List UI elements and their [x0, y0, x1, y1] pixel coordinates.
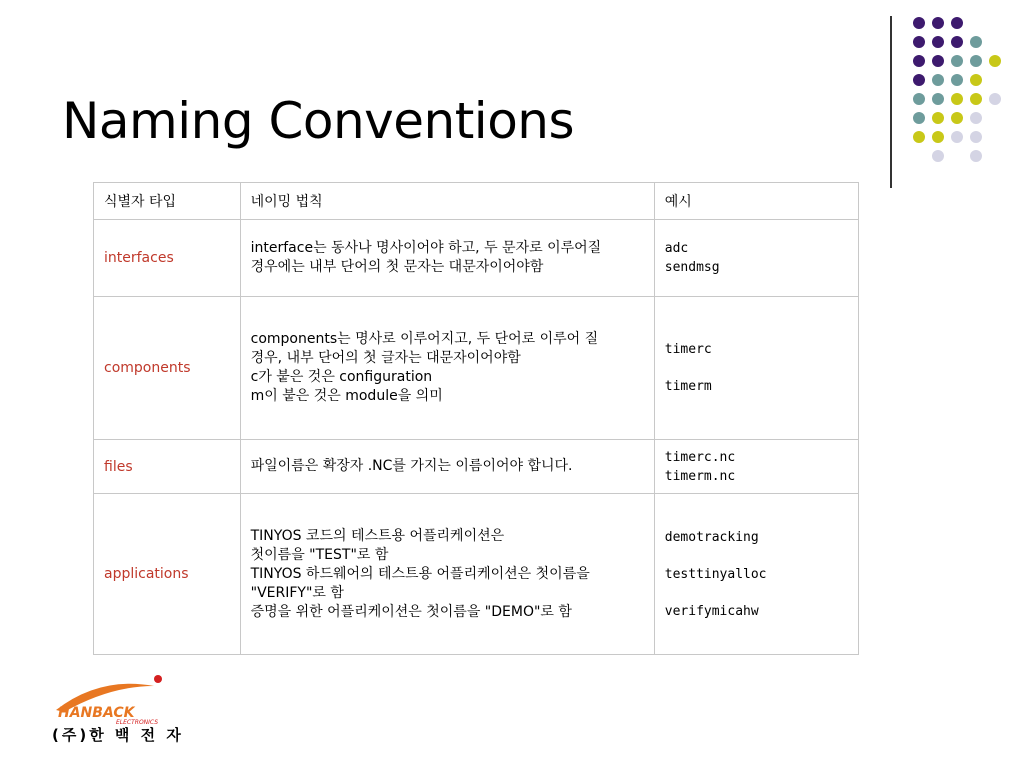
header-example: 예시 — [654, 183, 858, 220]
row-examples — [654, 220, 858, 297]
decorative-dot-icon — [932, 112, 944, 124]
table-row — [94, 220, 859, 297]
row-examples — [654, 440, 858, 494]
decorative-dot-icon — [970, 36, 982, 48]
row-rule — [240, 220, 654, 297]
decorative-dot-icon — [932, 131, 944, 143]
example-item: verifymicahw — [664, 603, 759, 619]
decorative-dot-icon — [913, 36, 925, 48]
row-examples — [654, 494, 858, 655]
decorative-dot-icon — [913, 55, 925, 67]
decorative-dot-icon — [951, 74, 963, 86]
decorative-dot-icon — [970, 131, 982, 143]
row-kind: applications — [94, 494, 241, 655]
decorative-dot-icon — [932, 150, 944, 162]
decorative-dot-icon — [913, 112, 925, 124]
decorative-dot-icon — [932, 36, 944, 48]
decorative-dot-icon — [951, 55, 963, 67]
decorative-dot-icon — [913, 17, 925, 29]
decorative-dot-icon — [970, 55, 982, 67]
rule-line: TINYOS 코드의 테스트용 어플리케이션은 — [250, 527, 505, 544]
rule-line: 파일이름은 확장자 .NC를 가지는 이름이어야 합니다. — [250, 458, 573, 474]
decorative-dot-icon — [970, 74, 982, 86]
rule-line: interface는 동사나 명사이어야 하고, 두 문자로 이루어질 — [250, 240, 602, 256]
header-identifier-type: 식별자 타입 — [94, 183, 241, 220]
decorative-dot-icon — [913, 74, 925, 86]
decorative-dot-icon — [951, 112, 963, 124]
decorative-dot-icon — [913, 93, 925, 105]
rule-line: "VERIFY"로 함 — [250, 584, 344, 601]
vertical-divider — [890, 16, 892, 188]
decorative-dot-icon — [989, 93, 1001, 105]
decorative-dot-icon — [970, 112, 982, 124]
row-examples — [654, 297, 858, 440]
naming-rules-table — [93, 182, 859, 655]
example-item: testtinyalloc — [664, 566, 767, 582]
row-kind: interfaces — [94, 220, 241, 297]
logo-subtitle: ELECTRONICS — [116, 719, 159, 726]
example-item: adc — [664, 241, 689, 256]
rule-line: 증명을 위한 어플리케이션은 첫이름을 "DEMO"로 함 — [250, 603, 572, 620]
rule-line: m이 붙은 것은 module을 의미 — [250, 388, 443, 404]
decorative-dot-icon — [951, 131, 963, 143]
rule-line: 첫이름을 "TEST"로 함 — [250, 546, 389, 563]
decorative-dot-icon — [951, 36, 963, 48]
logo-dot-icon — [154, 675, 162, 683]
example-item: demotracking — [664, 529, 759, 545]
decorative-dot-icon — [932, 74, 944, 86]
decorative-dot-icon — [932, 17, 944, 29]
rule-line: TINYOS 하드웨어의 테스트용 어플리케이션은 첫이름을 — [250, 565, 590, 582]
rule-line: c가 붙은 것은 configuration — [250, 369, 433, 385]
decorative-dot-icon — [989, 55, 1001, 67]
example-item: timerm.nc — [664, 468, 736, 484]
example-item: timerm — [664, 379, 712, 394]
row-kind: components — [94, 297, 241, 440]
example-item: sendmsg — [664, 260, 720, 275]
row-rule — [240, 440, 654, 494]
decorative-dot-icon — [951, 93, 963, 105]
table-row — [94, 297, 859, 440]
rule-line: components는 명사로 이루어지고, 두 단어로 이루어 질 — [250, 331, 599, 347]
example-item: timerc.nc — [664, 449, 736, 465]
row-rule — [240, 297, 654, 440]
row-rule — [240, 494, 654, 655]
slide-title: Naming Conventions — [62, 92, 575, 150]
decorative-dot-icon — [932, 93, 944, 105]
decorative-dot-icon — [951, 17, 963, 29]
row-kind: files — [94, 440, 241, 494]
decorative-dot-icon — [970, 93, 982, 105]
rule-line: 경우에는 내부 단어의 첫 문자는 대문자이어야함 — [250, 259, 544, 275]
table-row — [94, 494, 859, 655]
table-row — [94, 440, 859, 494]
header-naming-rule: 네이밍 법칙 — [240, 183, 654, 220]
decorative-dot-icon — [913, 131, 925, 143]
rule-line: 경우, 내부 단어의 첫 글자는 대문자이어야함 — [250, 350, 521, 366]
company-name: (주)한 백 전 자 — [52, 726, 184, 744]
logo-brand: HANBACK — [58, 705, 135, 721]
table-header-row — [94, 183, 859, 220]
decorative-dot-icon — [932, 55, 944, 67]
decorative-dot-icon — [970, 150, 982, 162]
example-item: timerc — [664, 342, 712, 357]
